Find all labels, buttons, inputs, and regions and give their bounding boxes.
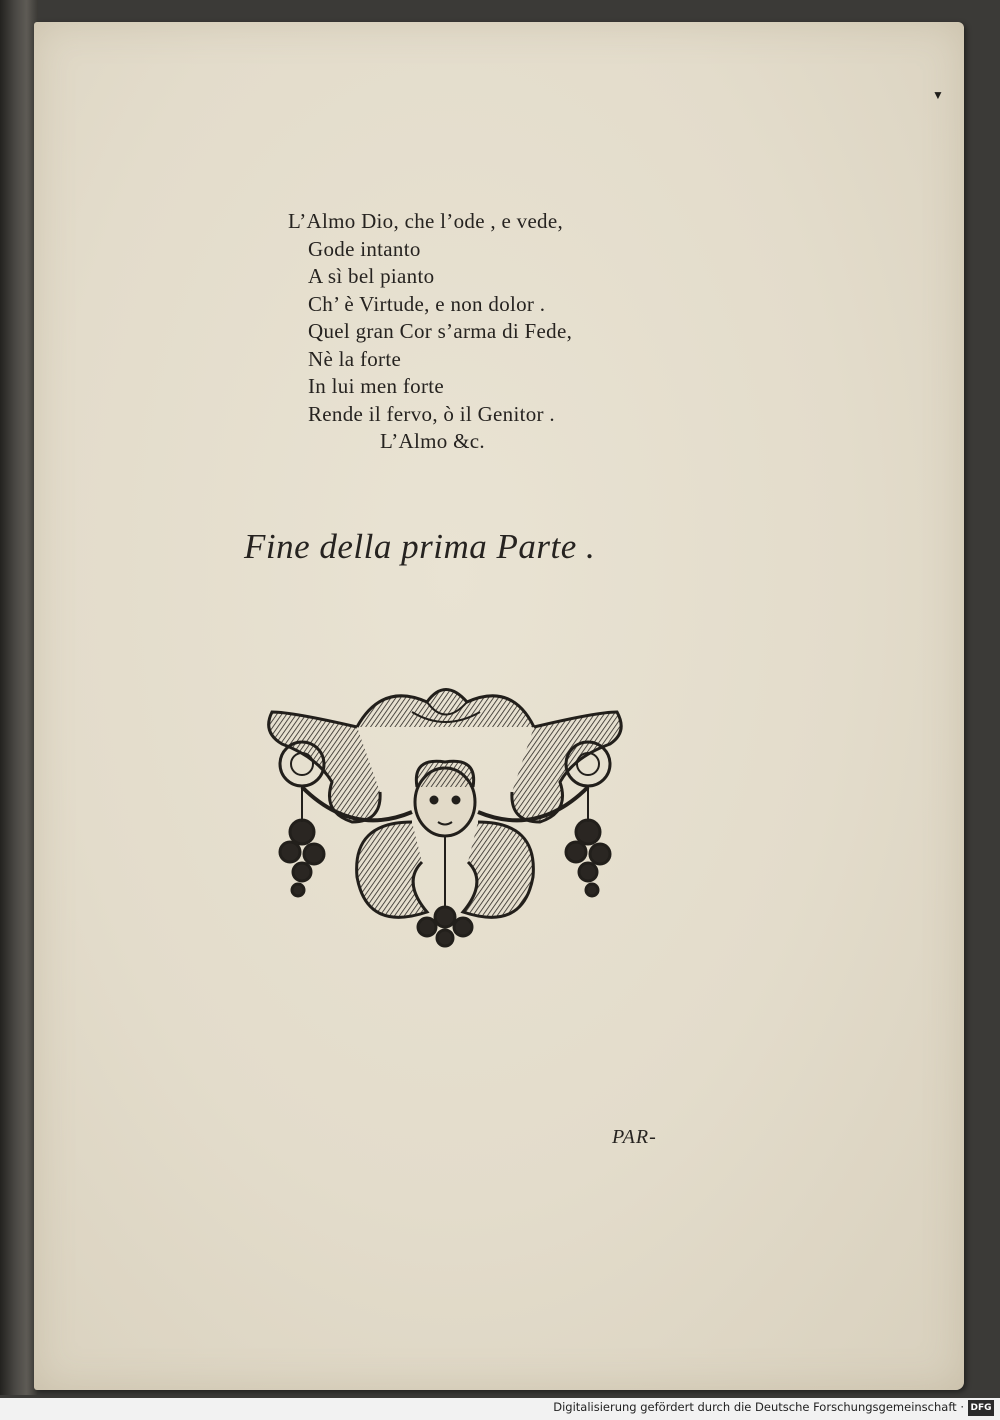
book-spine-edge <box>0 0 38 1395</box>
page-corner-mark-icon: ▼ <box>932 88 944 102</box>
funding-credit: Digitalisierung gefördert durch die Deutsche Forschungsgemeinschaft · <box>553 1400 964 1414</box>
poem-line: Ch’ è Virtude, e non dolor . <box>308 291 546 316</box>
poem-line: Gode intanto <box>308 236 421 261</box>
poem-stanza <box>288 208 572 456</box>
poem-refrain: L’Almo &c. <box>380 429 485 453</box>
poem-line: L’Almo Dio, che l’ode , e vede, <box>288 209 564 233</box>
book-page <box>34 22 964 1390</box>
catchword: PAR- <box>612 1126 657 1148</box>
poem-line: A sì bel pianto <box>308 264 435 288</box>
poem-line: In lui men forte <box>308 374 445 398</box>
woodcut-cherub-ornament-icon <box>262 672 628 950</box>
poem-line: Nè la forte <box>308 346 402 371</box>
dfg-logo: DFG <box>968 1400 994 1416</box>
poem-line: Quel gran Cor s’arma di Fede, <box>308 319 573 343</box>
section-end-heading: Fine della prima Parte . <box>244 527 596 566</box>
poem-line: Rende il fervo, ò il Genitor . <box>308 401 555 426</box>
